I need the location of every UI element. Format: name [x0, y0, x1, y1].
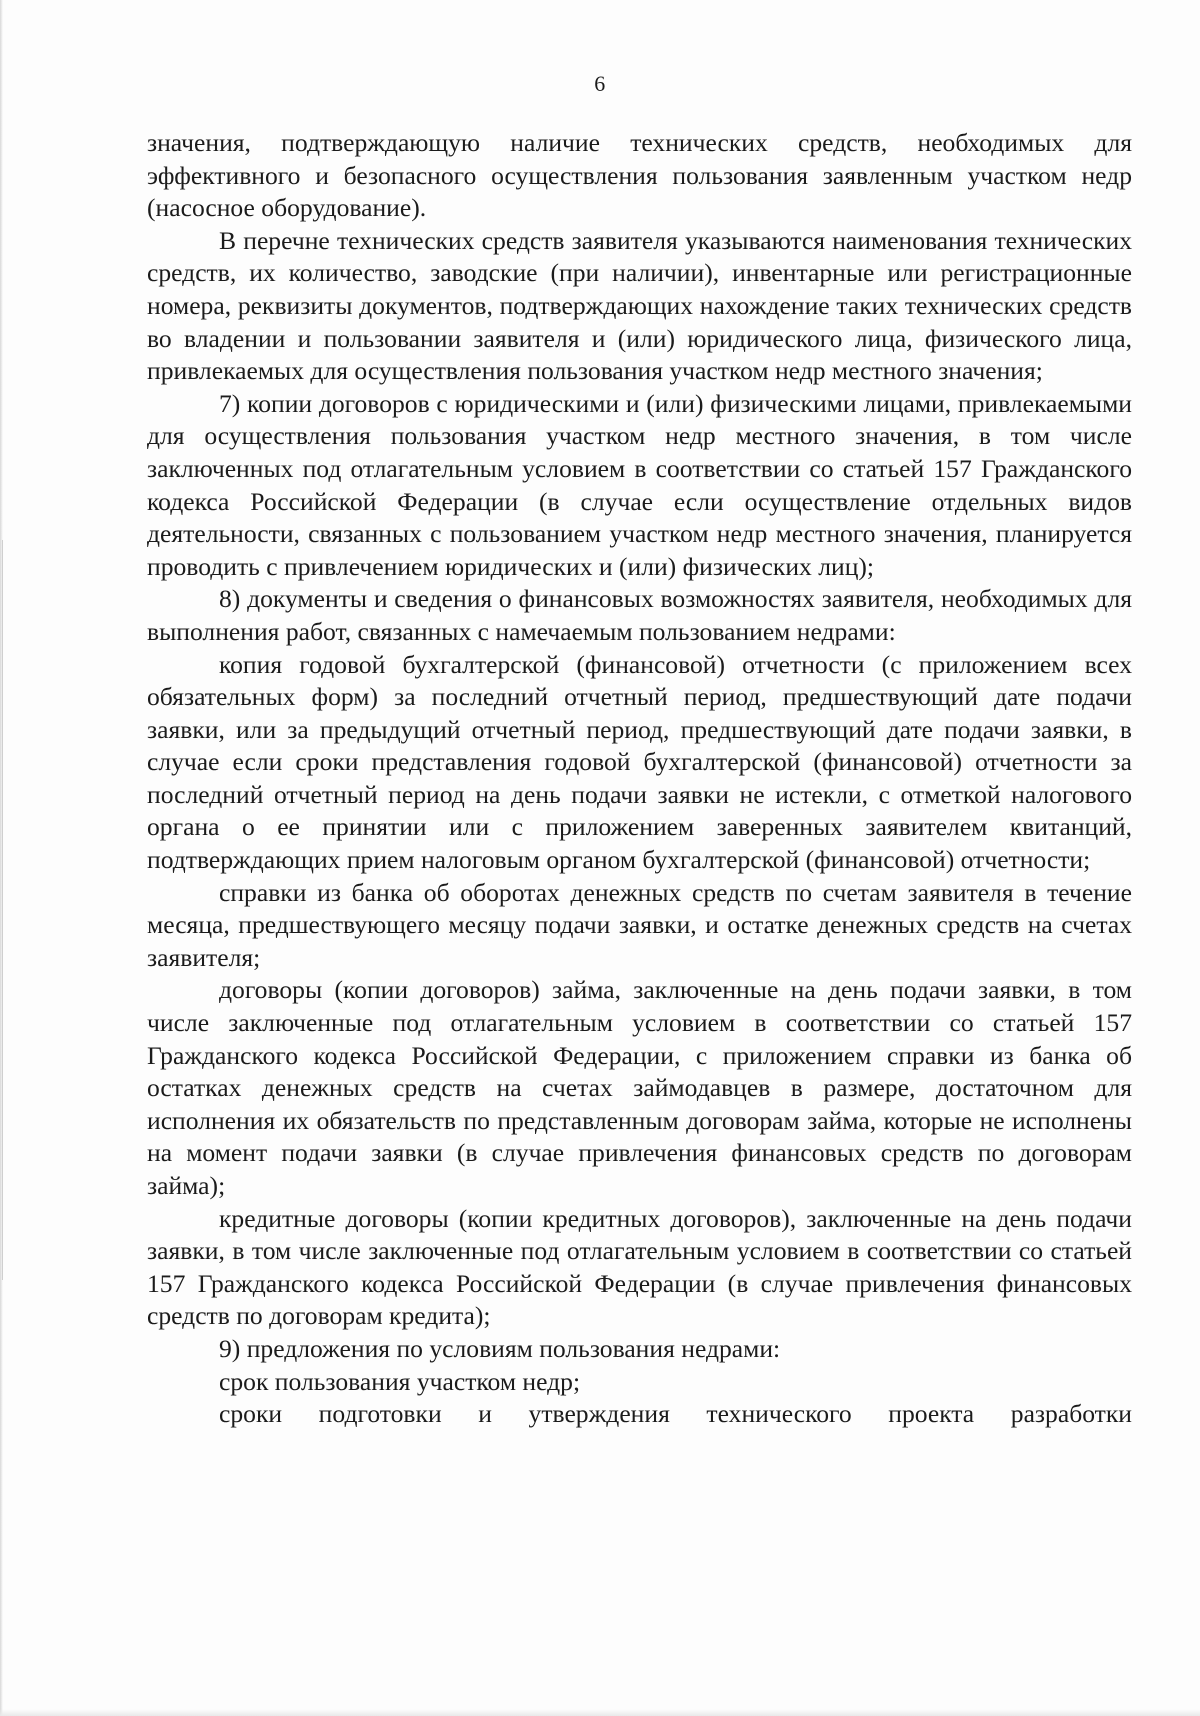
paragraph-usage-term: срок пользования участком недр;: [219, 1366, 581, 1396]
paragraph-continuation: значения, подтверждающую наличие технических средств, необходимых для эффективного и безопасного осуществления пользования заявленным участком недр (насосное оборудование).: [147, 128, 1132, 223]
paragraph-item-7-contracts: 7) копии договоров с юридическими и (или) физическими лицами, привлекаемыми для осуществления пользования участком недр местного значения, в том числе заключенных под отлагательным условием в соответствии со статьей 157 Гражданского кодекса Российской Федерации (в случае если осуществление отдельных видов деятельности, связанных с пользованием участком недр местного значения, планируется проводить с привлечением юридических и (или) физических лиц);: [147, 388, 1132, 581]
scan-bottom-edge: [0, 1709, 1200, 1716]
scan-margin-mark: [2, 540, 3, 1280]
paragraph-technical-means-list: В перечне технических средств заявителя указываются наименования технических средств, их количество, заводские (при наличии), инвентарные или регистрационные номера, реквизиты документов, подтверждающих нахождение таких технических средств во владении и пользовании заявителя и (или) юридического лица, физического лица, привлекаемых для осуществления пользования участком недр местного значения;: [147, 225, 1132, 386]
paragraph-item-8-financial-documents: 8) документы и сведения о финансовых возможностях заявителя, необходимых для выполнения работ, связанных с намечаемым пользованием недрами:: [147, 584, 1132, 646]
paragraph-item-9-proposals: 9) предложения по условиям пользования недрами:: [219, 1333, 781, 1363]
paragraph-loan-agreements: договоры (копии договоров) займа, заключенные на день подачи заявки, в том числе заключенные под отлагательным условием в соответствии со статьей 157 Гражданского кодекса Российской Федерации, с приложением справки из банка об остатках денежных средств на счетах займодавцев в размере, достаточном для исполнения их обязательств по представленным договорам займа, которые не исполнены на момент подачи заявки (в случае привлечения финансовых средств по договорам займа);: [147, 975, 1132, 1200]
paragraph-bank-statements: справки из банка об оборотах денежных средств по счетам заявителя в течение месяца, предшествующего месяцу подачи заявки, и остатке денежных средств на счетах заявителя;: [147, 877, 1132, 972]
paragraph-credit-agreements: кредитные договоры (копии кредитных договоров), заключенные на день подачи заявки, в том числе заключенные под отлагательным условием в соответствии со статьей 157 Гражданского кодекса Российской Федерации (в случае привлечения финансовых средств по договорам кредита);: [147, 1203, 1132, 1331]
paragraph-project-deadlines: сроки подготовки и утверждения технического проекта разработки: [219, 1399, 1132, 1429]
paragraph-annual-accounting-report: копия годовой бухгалтерской (финансовой) отчетности (с приложением всех обязательных форм) за последний отчетный период, предшествующий дате подачи заявки, или за предыдущий отчетный период, предшествующий дате подачи заявки, в случае если сроки представления годовой бухгалтерской (финансовой) отчетности за последний отчетный период на день подачи заявки не истекли, с отметкой налогового органа о ее принятии или с приложением заверенных заявителем квитанций, подтверждающих прием налоговым органом бухгалтерской (финансовой) отчетности;: [147, 649, 1132, 875]
document-body: [147, 127, 1132, 1431]
page-number: 6: [594, 71, 606, 96]
